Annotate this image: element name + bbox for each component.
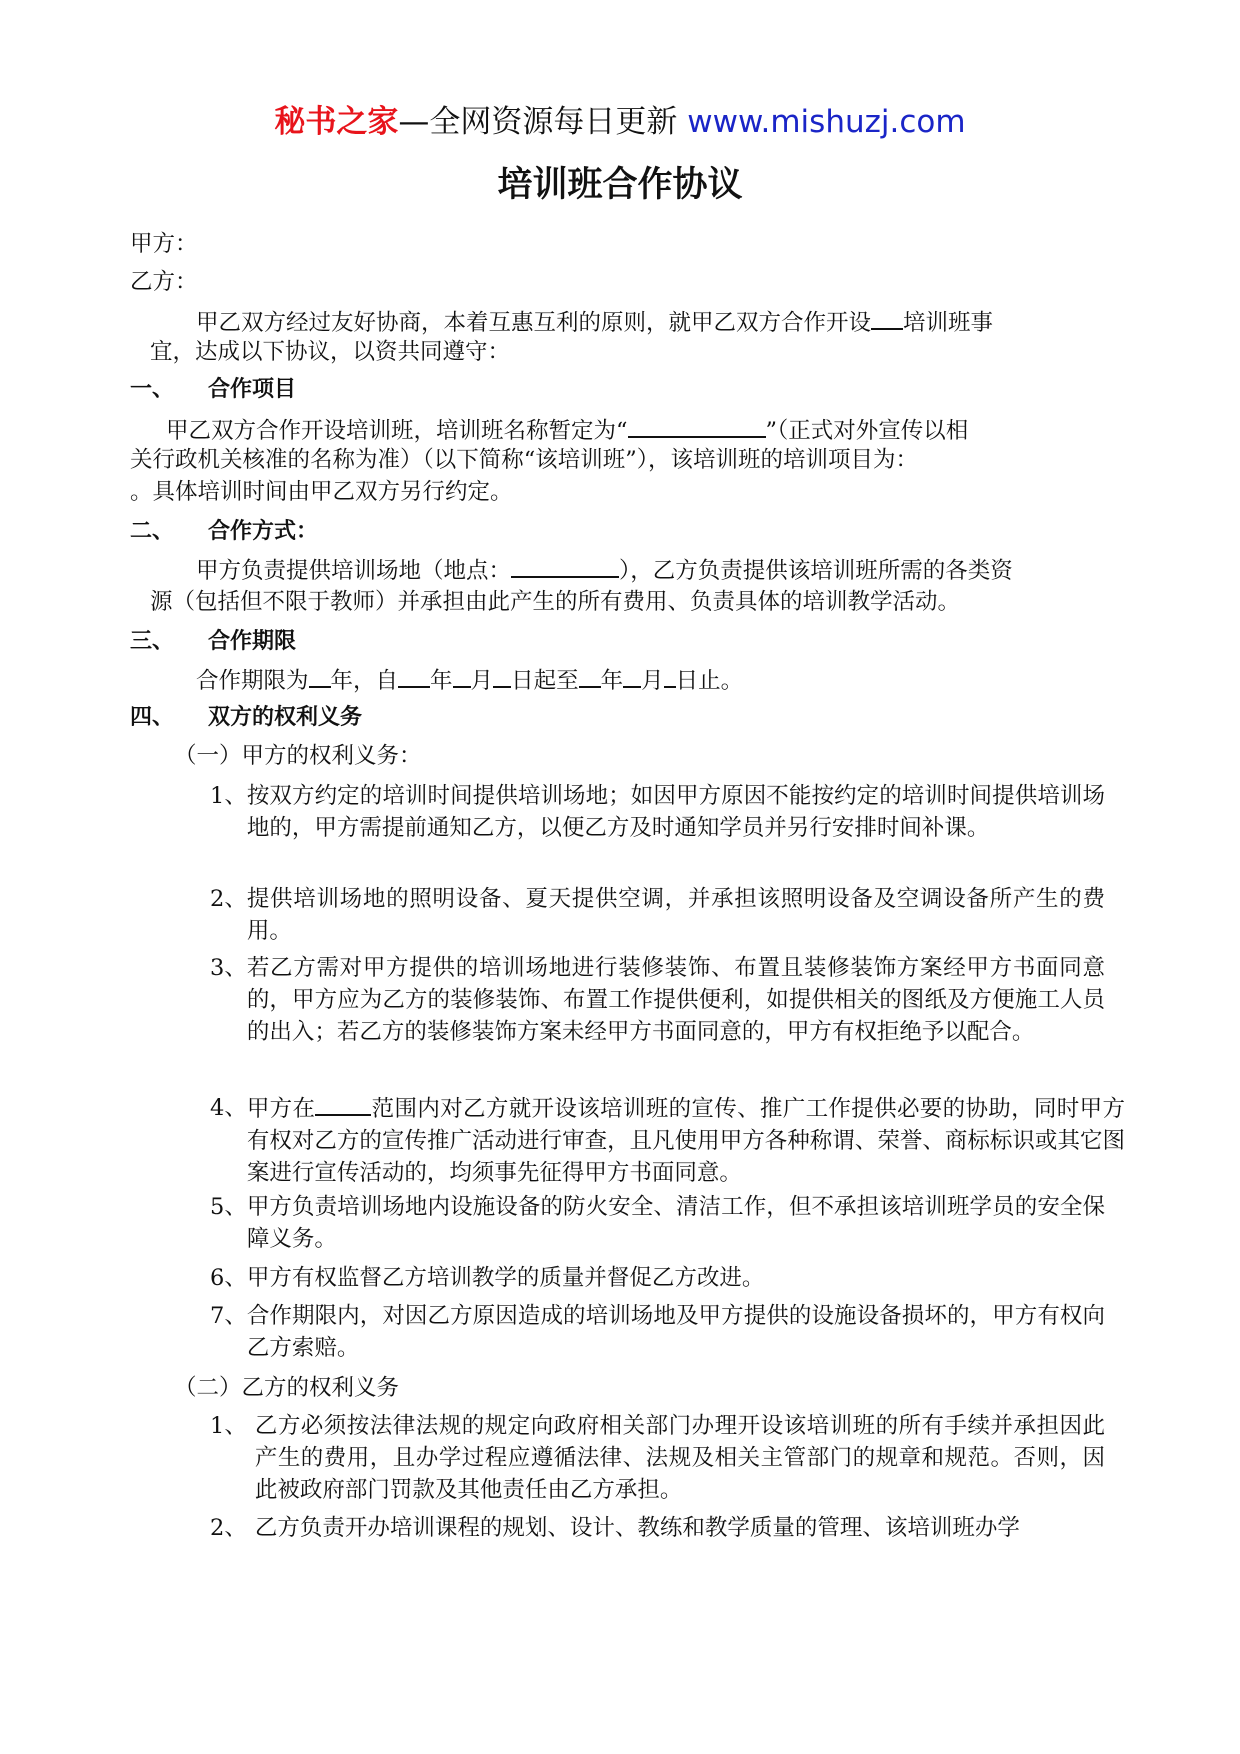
site-banner <box>0 100 1240 144</box>
document-title: 培训班合作协议 <box>497 165 743 205</box>
s2-line-2: 源（包括但不限于教师）并承担由此产生的所有费用、负责具体的培训教学活动。 <box>150 589 961 615</box>
section-1-heading <box>130 374 296 406</box>
term-text: 合作期限为 <box>196 668 309 694</box>
item-number: 2、 <box>210 886 247 912</box>
term-text: 年，自 <box>330 668 399 694</box>
list-item <box>210 1092 1125 1189</box>
end-day-blank <box>664 662 676 688</box>
item-text: 甲方负责培训场地内设施设备的防火安全、清洁工作，但不承担该培训班学员的安全保障义务。 <box>246 1194 1105 1252</box>
s1-line-2: 关行政机关核准的名称为准）（以下简称“该培训班”），该培训班的培训项目为： <box>130 447 919 473</box>
s1-text-1a: 甲乙双方合作开设培训班，培训班名称暂定为“ <box>166 418 628 444</box>
s3-term-line <box>196 662 743 697</box>
item-text-part: 甲方在 <box>246 1096 316 1122</box>
training-name-blank <box>871 304 903 330</box>
list-item <box>210 780 1105 844</box>
item-text-part: 范围内对乙方就开设该培训班的宣传、推广工作提供必要的协助，同时甲方有权对乙方的宣传推广活动进行审查，且凡使用甲方各种称谓、荣誉、商标标识或其它图案进行宣传活动的，均须事先征得甲方书面同意。 <box>246 1096 1125 1186</box>
site-url: www.mishuzj.com <box>687 104 966 140</box>
list-item <box>210 1262 1105 1294</box>
item-text: 合作期限内，对因乙方原因造成的培训场地及甲方提供的设施设备损坏的，甲方有权向乙方索赔。 <box>246 1303 1105 1361</box>
years-blank <box>309 662 331 688</box>
section-title: 双方的权利义务 <box>208 705 363 730</box>
party-b-duties-heading: （二）乙方的权利义务 <box>174 1375 400 1401</box>
item-number: 1、 <box>210 1413 247 1439</box>
section-number: 一、 <box>130 377 175 402</box>
item-text <box>247 1092 1125 1189</box>
party-a-label: 甲方： <box>130 231 198 257</box>
s2-line-1 <box>196 552 1013 587</box>
term-text: 月 <box>641 668 664 694</box>
section-title: 合作项目 <box>208 377 297 402</box>
section-number: 三、 <box>130 629 175 654</box>
s1-text-1b: ”（正式对外宣传以相 <box>765 418 969 444</box>
s1-line-1 <box>166 412 968 447</box>
item-text: 提供培训场地的照明设备、夏天提供空调，并承担该照明设备及空调设备所产生的费用。 <box>246 886 1105 944</box>
list-item <box>210 1191 1105 1255</box>
section-title: 合作方式： <box>208 519 319 544</box>
item-number: 6、 <box>210 1265 247 1291</box>
banner-tagline: —全网资源每日更新 <box>398 104 678 140</box>
start-year-blank <box>398 662 430 688</box>
intro-text-1b: 培训班事 <box>903 310 994 336</box>
item-text: 甲方有权监督乙方培训教学的质量并督促乙方改进。 <box>246 1265 765 1291</box>
s2-text-1a: 甲方负责提供培训场地（地点： <box>196 558 512 584</box>
party-a-duties-heading: （一）甲方的权利义务： <box>174 743 422 769</box>
end-month-blank <box>623 662 641 688</box>
intro-text-1a: 甲乙双方经过友好协商，本着互惠互利的原则，就甲乙双方合作开设 <box>196 310 872 336</box>
location-blank <box>511 552 619 578</box>
section-number: 二、 <box>130 519 175 544</box>
party-b-label: 乙方： <box>130 269 198 295</box>
start-day-blank <box>493 662 511 688</box>
term-text: 日起至 <box>511 668 579 694</box>
term-text: 日止。 <box>675 668 744 694</box>
brand-name: 秘书之家 <box>274 104 399 140</box>
s1-line-3: 。具体培训时间由甲乙双方另行约定。 <box>130 479 513 505</box>
list-item <box>210 883 1105 947</box>
item-number: 2、 <box>210 1515 247 1541</box>
item-text: 若乙方需对甲方提供的培训场地进行装修装饰、布置且装修装饰方案经甲方书面同意的，甲方应为乙方的装修装饰、布置工作提供便利，如提供相关的图纸及方便施工人员的出入；若乙方的装修装饰方案未经甲方书面同意的，甲方有权拒绝予以配合。 <box>246 955 1105 1045</box>
item-number: 5、 <box>210 1194 247 1220</box>
item-number: 4、 <box>210 1095 247 1121</box>
list-item <box>210 1410 1105 1506</box>
item-text: 乙方负责开办培训课程的规划、设计、教练和教学质量的管理、该培训班办学 <box>254 1515 1020 1541</box>
section-title: 合作期限 <box>208 629 297 654</box>
item-text: 按双方约定的培训时间提供培训场地；如因甲方原因不能按约定的培训时间提供培训场地的，甲方需提前通知乙方，以便乙方及时通知学员并另行安排时间补课。 <box>246 783 1105 841</box>
list-item <box>210 1300 1105 1364</box>
term-text: 年 <box>430 668 453 694</box>
intro-line-1 <box>196 304 993 339</box>
list-item <box>210 952 1105 1048</box>
section-3-heading <box>130 626 296 658</box>
list-item <box>210 1512 1105 1544</box>
item-number: 3、 <box>210 955 247 981</box>
end-year-blank <box>579 662 601 688</box>
scope-blank <box>315 1092 371 1116</box>
item-text: 乙方必须按法律法规的规定向政府相关部门办理开设该培训班的所有手续并承担因此产生的费用，且办学过程应遵循法律、法规及相关主管部门的规章和规范。否则，因此被政府部门罚款及其他责任由乙方承担。 <box>254 1413 1105 1503</box>
section-4-heading <box>130 702 362 734</box>
term-text: 年 <box>600 668 624 694</box>
section-2-heading <box>130 516 318 548</box>
item-number: 1、 <box>210 783 247 809</box>
item-number: 7、 <box>210 1303 247 1329</box>
section-number: 四、 <box>130 705 175 730</box>
intro-line-2: 宜，达成以下协议，以资共同遵守： <box>150 339 511 365</box>
term-text: 月 <box>470 668 494 694</box>
class-name-blank <box>628 412 766 438</box>
s2-text-1b: ），乙方负责提供该培训班所需的各类资 <box>619 558 1013 584</box>
start-month-blank <box>453 662 471 688</box>
